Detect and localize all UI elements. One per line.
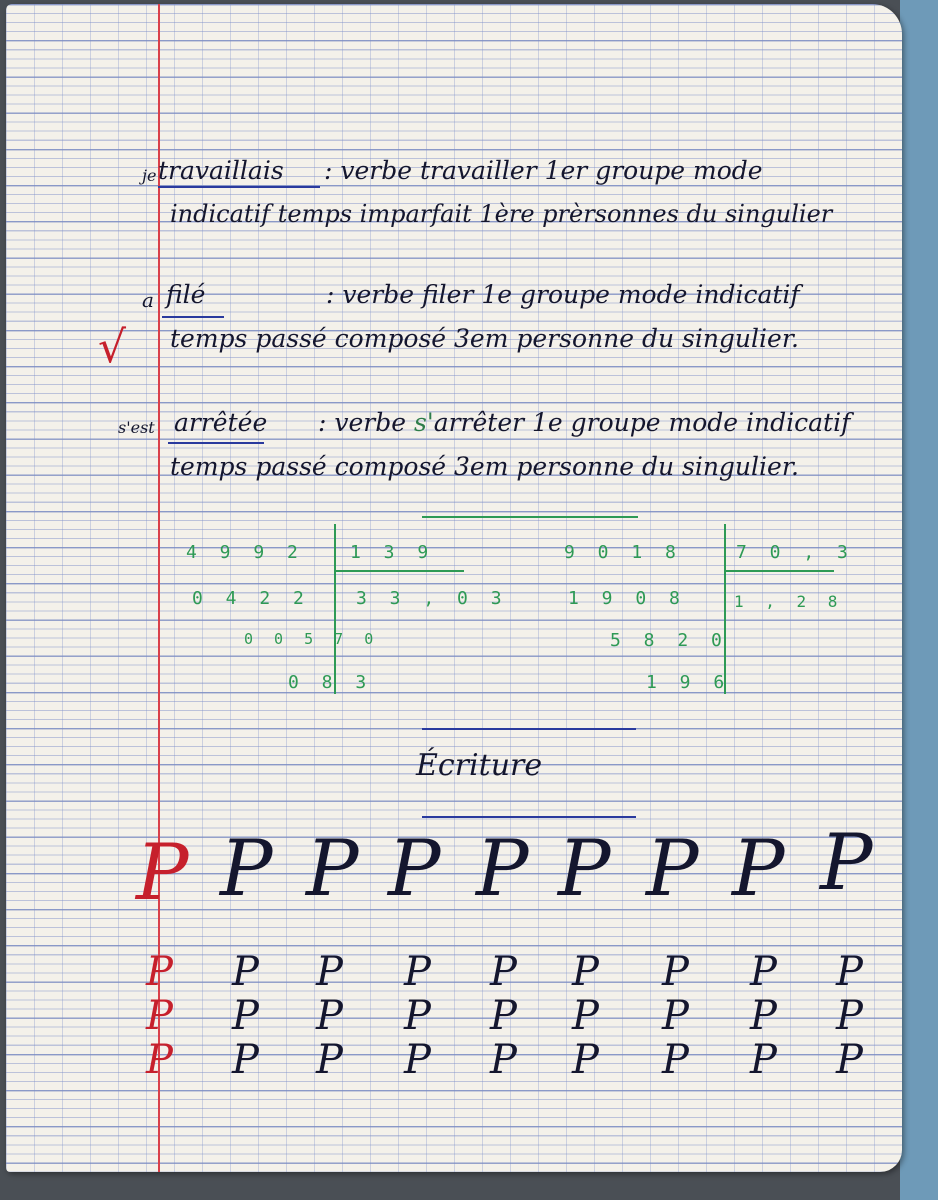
div2-quotient: 1 , 2 8 (734, 592, 844, 611)
small-letter: P (490, 1037, 517, 1083)
small-letter: P (750, 993, 777, 1039)
big-letter: P (646, 824, 699, 914)
div2-dividend: 9 0 1 8 (564, 542, 682, 563)
div2-row3: 5 8 2 0 (610, 630, 728, 651)
div2-row2: 1 9 0 8 (568, 588, 686, 609)
line5-green: s' (413, 408, 434, 437)
line6: temps passé composé 3em personne du singulier. (170, 452, 799, 481)
small-letter: P (836, 993, 863, 1039)
line5-prefix: s'est (118, 418, 155, 437)
heading-rule-top (422, 728, 636, 730)
div1-horizontal (334, 570, 464, 572)
model-letter-big: P (136, 828, 189, 918)
small-letter: P (490, 949, 517, 995)
line1-prefix: je (142, 166, 157, 185)
small-letter: P (572, 993, 599, 1039)
line3-word: filé (166, 280, 206, 309)
model-letter-small: P (146, 1037, 173, 1083)
div1-row2: 0 4 2 2 (192, 588, 310, 609)
div1-vertical (334, 524, 336, 694)
line3-underline (162, 316, 224, 318)
small-letter: P (662, 993, 689, 1039)
small-letter: P (750, 1037, 777, 1083)
small-letter: P (490, 993, 517, 1039)
line3-prefix: a (142, 288, 154, 312)
div2-row4: 1 9 6 (646, 672, 731, 693)
big-letter: P (820, 818, 873, 908)
line5-rest1: : verbe (318, 408, 414, 437)
line5-rest (318, 408, 850, 437)
model-letter-small: P (146, 993, 173, 1039)
line1-underline (158, 186, 320, 188)
big-letter: P (306, 824, 359, 914)
small-letter: P (836, 1037, 863, 1083)
small-letter: P (316, 949, 343, 995)
div1-dividend: 4 9 9 2 (186, 542, 304, 563)
line3-rest: : verbe filer 1e groupe mode indicatif (326, 280, 800, 309)
line1-rest: : verbe travailler 1er groupe mode (324, 156, 763, 185)
small-letter: P (232, 1037, 259, 1083)
small-letter: P (572, 949, 599, 995)
div2-vertical (724, 524, 726, 694)
small-letter: P (232, 949, 259, 995)
background-edge (900, 0, 938, 1200)
div2-horizontal (724, 570, 834, 572)
big-letter: P (558, 824, 611, 914)
small-letter: P (232, 993, 259, 1039)
big-letter: P (732, 824, 785, 914)
big-letter: P (388, 824, 441, 914)
div1-row3: 0 0 5 7 0 (244, 630, 380, 648)
big-letter: P (220, 824, 273, 914)
small-letter: P (836, 949, 863, 995)
small-letter: P (316, 1037, 343, 1083)
line5-word: arrêtée (174, 408, 268, 437)
heading-rule-bottom (422, 816, 636, 818)
line5-rest2: arrêter 1e groupe mode indicatif (433, 408, 851, 437)
big-letter: P (476, 824, 529, 914)
small-letter: P (662, 949, 689, 995)
teacher-check-mark: √ (98, 322, 127, 373)
div2-divisor: 7 0 , 3 (736, 542, 854, 563)
small-letter: P (404, 949, 431, 995)
small-letter: P (750, 949, 777, 995)
model-letter-small: P (146, 949, 173, 995)
small-letter: P (572, 1037, 599, 1083)
line2: indicatif temps imparfait 1ère prèrsonnes du singulier (170, 200, 833, 228)
div1-row4: 0 8 3 (288, 672, 373, 693)
line4: temps passé composé 3em personne du singulier. (170, 324, 799, 353)
div1-quotient: 3 3 , 0 3 (356, 588, 508, 609)
line1-word: travaillais (158, 156, 284, 185)
green-separator (422, 516, 638, 518)
small-letter: P (404, 993, 431, 1039)
line5-underline (168, 442, 264, 444)
heading-ecriture: Écriture (416, 748, 543, 783)
notebook-page (6, 4, 902, 1172)
small-letter: P (404, 1037, 431, 1083)
small-letter: P (662, 1037, 689, 1083)
div1-divisor: 1 3 9 (350, 542, 435, 563)
small-letter: P (316, 993, 343, 1039)
